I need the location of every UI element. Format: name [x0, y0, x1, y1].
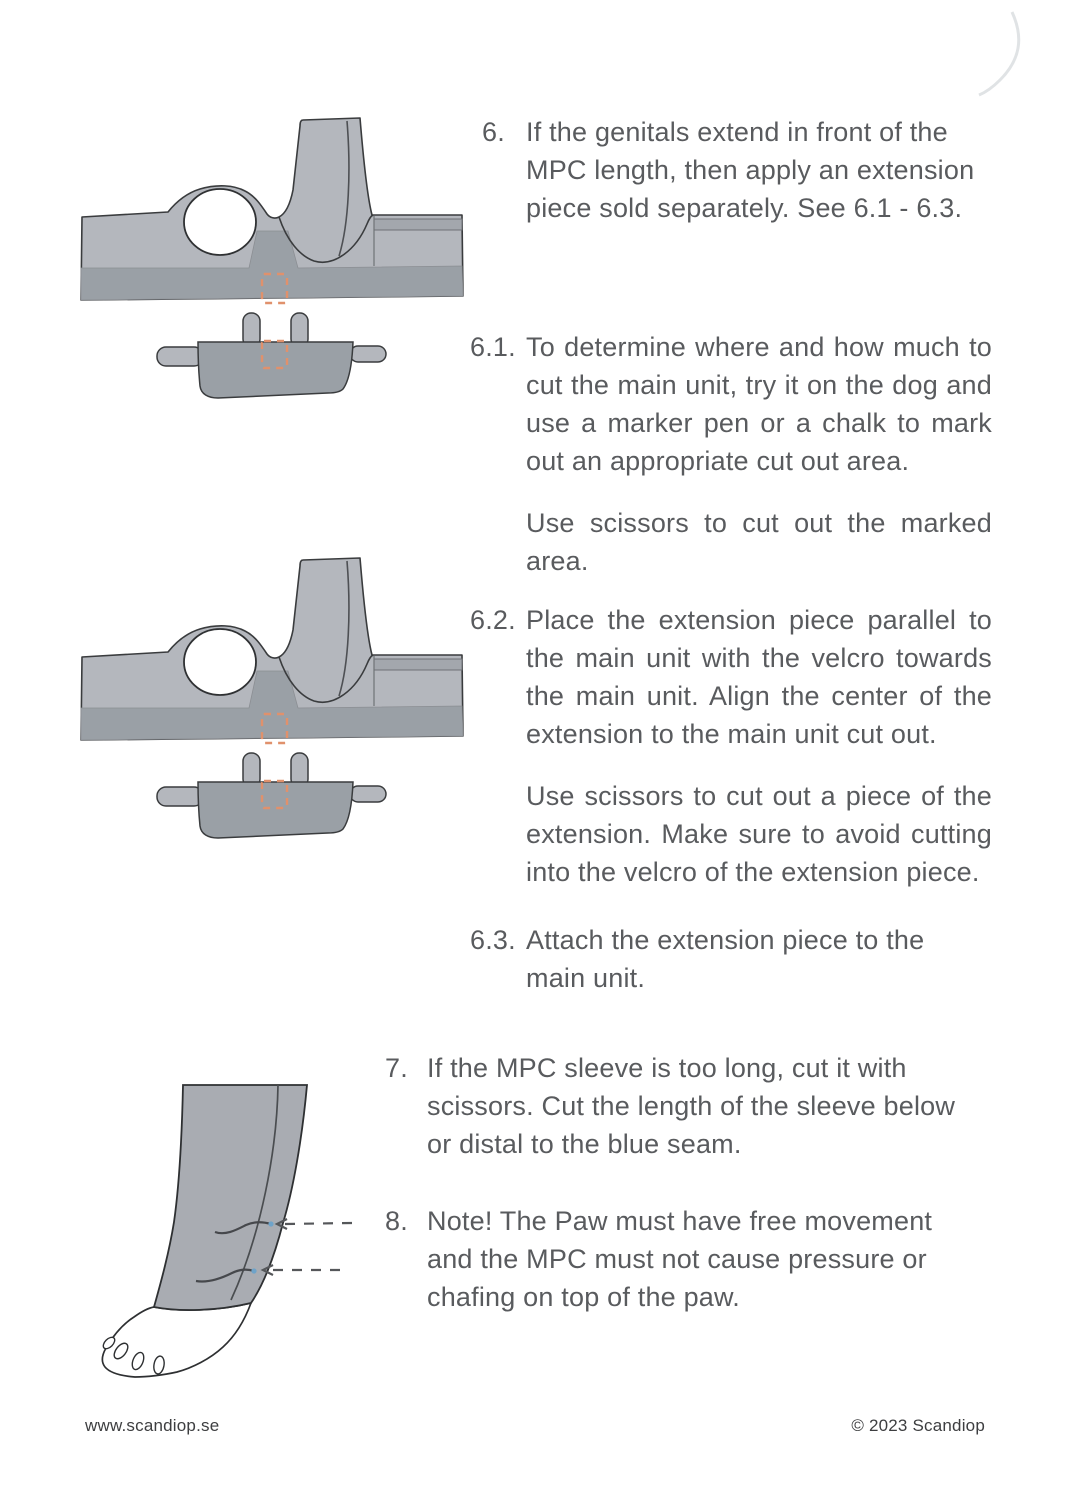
- instruction-text: Use scissors to cut out a piece of the extension. Make sure to avoid cutting into the velcro of the extension piece.: [526, 781, 992, 887]
- figure-leg-sleeve-paw: [80, 1060, 400, 1380]
- footer-website-url: www.scandiop.se: [85, 1416, 220, 1435]
- instruction-number: 8.: [385, 1206, 408, 1236]
- instruction-number: 6.2.: [470, 605, 516, 635]
- instruction-text: Note! The Paw must have free movement and the MPC must not cause pressure or chafing on top of the paw.: [427, 1206, 933, 1312]
- instruction-number: 6.1.: [470, 332, 516, 362]
- instruction-text: If the genitals extend in front of the MPC length, then apply an extension piece sold separately. See 6.1 - 6.3.: [526, 117, 975, 223]
- instruction-number: 6.: [482, 117, 505, 147]
- instruction-item-6-1: [470, 328, 992, 580]
- footer-copyright: © 2023 Scandiop: [851, 1416, 985, 1435]
- instruction-item-8: [385, 1202, 942, 1316]
- instruction-item-6: [470, 113, 992, 227]
- instruction-number: 6.3.: [470, 925, 516, 955]
- instruction-text: To determine where and how much to cut the main unit, try it on the dog and use a marker pen or a chalk to mark out an appropriate cut out area.: [526, 332, 992, 476]
- figure-main-unit-extension-1: [60, 100, 470, 410]
- instruction-text: Use scissors to cut out the marked area.: [526, 508, 992, 576]
- instruction-text: If the MPC sleeve is too long, cut it with scissors. Cut the length of the sleeve below or distal to the blue seam.: [427, 1053, 956, 1159]
- instruction-number: 7.: [385, 1053, 408, 1083]
- figure-main-unit-extension-2: [60, 540, 470, 850]
- scan-curl-artifact: [950, 0, 1072, 120]
- instruction-text: Place the extension piece parallel to the main unit with the velcro towards the main unit. Align the center of the extension to the main unit cut out.: [526, 605, 992, 749]
- instruction-item-6-2: [470, 601, 992, 891]
- instruction-item-6-3: [470, 921, 971, 997]
- instruction-item-7: [385, 1049, 972, 1163]
- instruction-text: Attach the extension piece to the main unit.: [526, 925, 925, 993]
